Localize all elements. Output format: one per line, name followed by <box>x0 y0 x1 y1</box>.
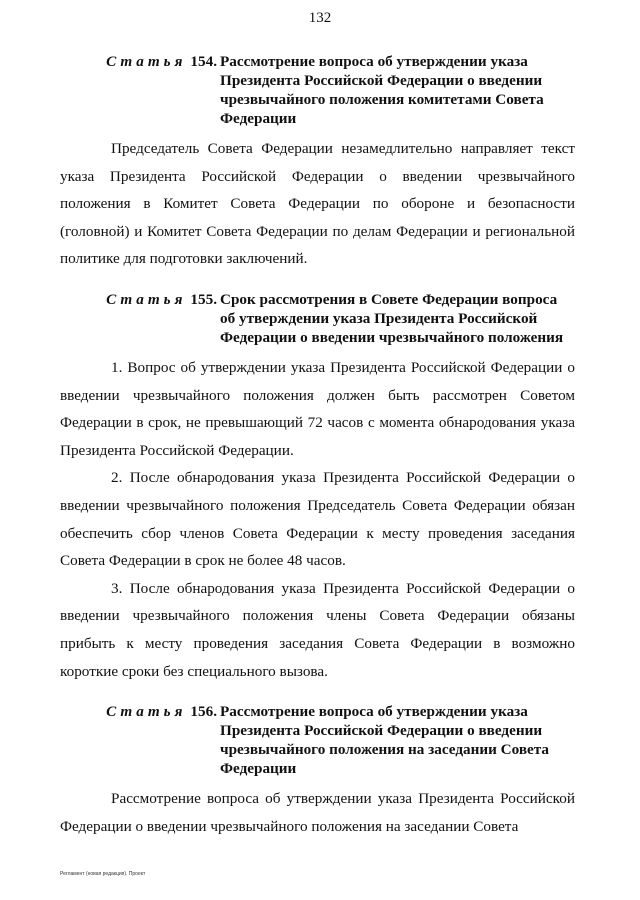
article-word: Статья <box>106 703 187 721</box>
footer-note: Регламент (новая редакция). Проект <box>60 871 146 877</box>
article-156-title: Рассмотрение вопроса об утверждении указа Президента Российской Федерации о введении чрезвычайного положения на заседании Совета Федерации <box>220 703 550 778</box>
article-154-title: Рассмотрение вопроса об утверждении указа Президента Российской Федерации о введении чрезвычайного положения комитетами Совета Федерации <box>220 53 544 127</box>
document-body <box>60 52 575 840</box>
article-word: Статья <box>106 290 187 308</box>
page-number: 132 <box>308 10 332 26</box>
article-156-label <box>60 702 220 778</box>
article-number: 156. <box>190 703 217 721</box>
article-156-paragraph-1: Рассмотрение вопроса об утверждении указа Президента Российской Федерации о введении чрезвычайного положения на заседании Совета <box>60 790 575 835</box>
article-155-paragraph-3: 3. После обнародования указа Президента Российской Федерации о введении чрезвычайного положения члены Совета Федерации обязаны прибыть к месту проведения заседания Совета Федерации в возможно короткие сроки без специального вызова. <box>60 579 575 680</box>
article-154-paragraph-1: Председатель Совета Федерации незамедлительно направляет текст указа Президента Российской Федерации о введении чрезвычайного положения в Комитет Совета Федерации по обороне и безопасности (головной) и Комитет Совета Федерации по делам Федерации и региональной политике для подготовки заключений. <box>60 140 575 268</box>
article-number: 155. <box>190 290 217 308</box>
article-154-heading <box>60 52 575 128</box>
article-155-title: Срок рассмотрения в Совете Федерации вопроса об утверждении указа Президента Российской Федерации о введении чрезвычайного положения <box>220 290 564 346</box>
article-number: 154. <box>190 53 217 70</box>
article-156-heading <box>60 702 575 778</box>
article-154-label <box>60 52 220 128</box>
article-155-paragraph-2: 2. После обнародования указа Президента Российской Федерации о введении чрезвычайного положения Председатель Совета Федерации обязан обеспечить сбор членов Совета Федерации к месту проведения заседания Совета Федерации в срок не более 48 часов. <box>60 469 575 570</box>
article-word: Статья <box>106 53 187 70</box>
article-155-label <box>60 290 220 347</box>
article-155-heading <box>60 290 575 347</box>
article-155-paragraph-1: 1. Вопрос об утверждении указа Президента Российской Федерации о введении чрезвычайного положения должен быть рассмотрен Советом Федерации в срок, не превышающий 72 часов с момента обнародования указа Президента Российской Федерации. <box>60 358 575 459</box>
